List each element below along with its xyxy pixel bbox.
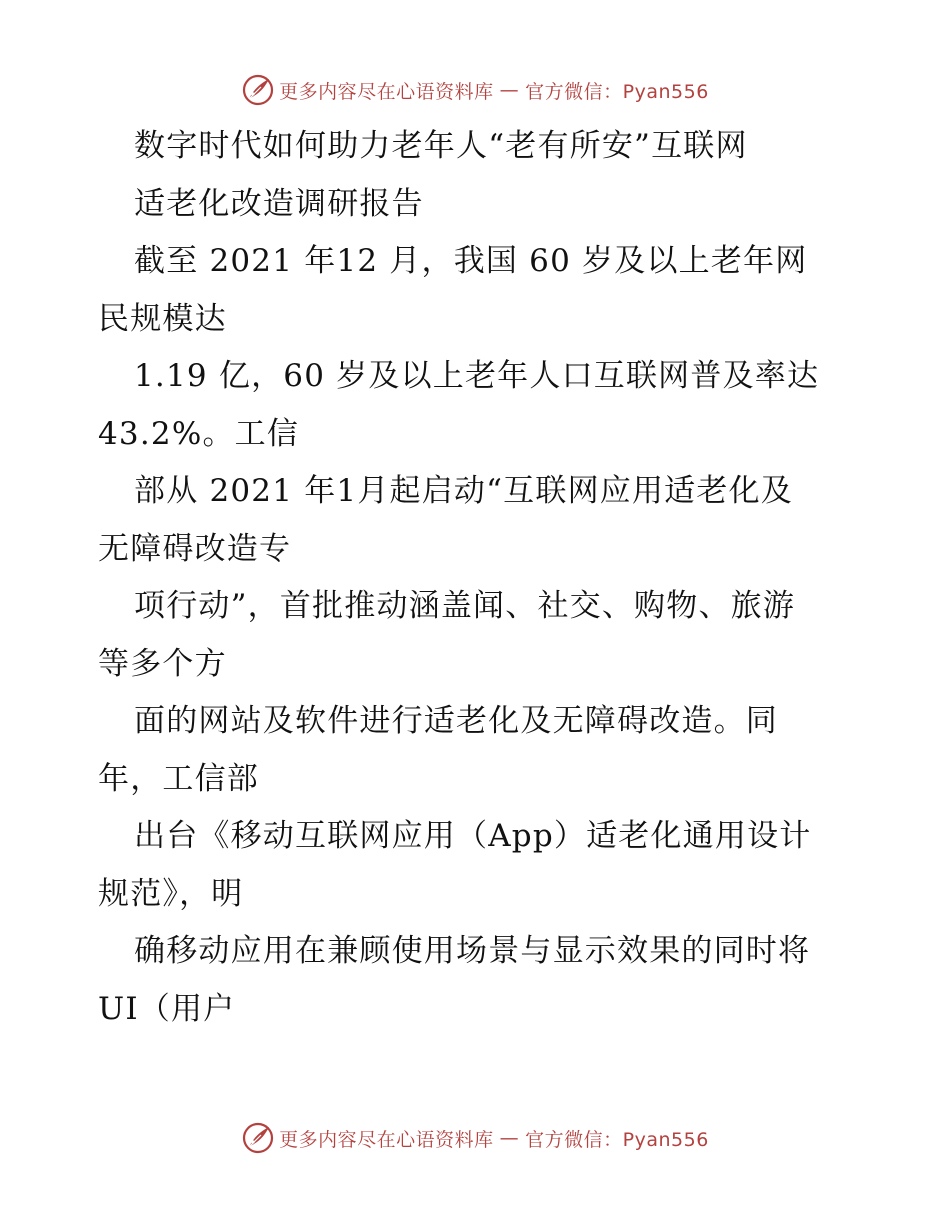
paragraph-line: 民规模达 [98, 300, 227, 337]
watermark-separator: — [499, 1127, 520, 1149]
paragraph-line: 无障碍改造专 [98, 530, 292, 567]
paragraph-line: 年，工信部 [98, 760, 259, 797]
title-line-2: 适老化改造调研报告 [134, 185, 424, 222]
paragraph-line: 面的网站及软件进行适老化及无障碍改造。同 [134, 703, 778, 739]
header-watermark [0, 72, 950, 108]
paragraph-line: 等多个方 [98, 645, 227, 682]
paragraph-line: UI（用户 [98, 990, 236, 1027]
watermark-right-text: 官方微信：Pyan556 [525, 1128, 709, 1151]
watermark-left-text: 更多内容尽在心语资料库 [279, 80, 494, 103]
paragraph-line: 项行动”，首批推动涵盖闻、社交、购物、旅游 [134, 588, 796, 624]
paragraph-line: 1.19 亿，60 岁及以上老年人口互联网普及率达 [134, 358, 820, 394]
footer-watermark [0, 1120, 950, 1156]
watermark-separator: — [499, 79, 520, 101]
paragraph-line: 规范》，明 [98, 875, 244, 912]
feather-quill-logo-icon [241, 73, 275, 107]
document-body [98, 118, 858, 1038]
paragraph-line: 43.2%。工信 [98, 415, 300, 452]
paragraph-line: 出台《移动互联网应用（App）适老化通用设计 [134, 818, 812, 854]
paragraph-line: 截至 2021 年12 月，我国 60 岁及以上老年网 [134, 243, 808, 279]
watermark-left-text: 更多内容尽在心语资料库 [279, 1128, 494, 1151]
paragraph-line: 确移动应用在兼顾使用场景与显示效果的同时将 [134, 933, 811, 969]
watermark-right-text: 官方微信：Pyan556 [525, 80, 709, 103]
paragraph-line: 部从 2021 年1月起启动“互联网应用适老化及 [134, 473, 793, 509]
feather-quill-logo-icon [241, 1121, 275, 1155]
title-line-1: 数字时代如何助力老年人“老有所安”互联网 [134, 128, 748, 164]
